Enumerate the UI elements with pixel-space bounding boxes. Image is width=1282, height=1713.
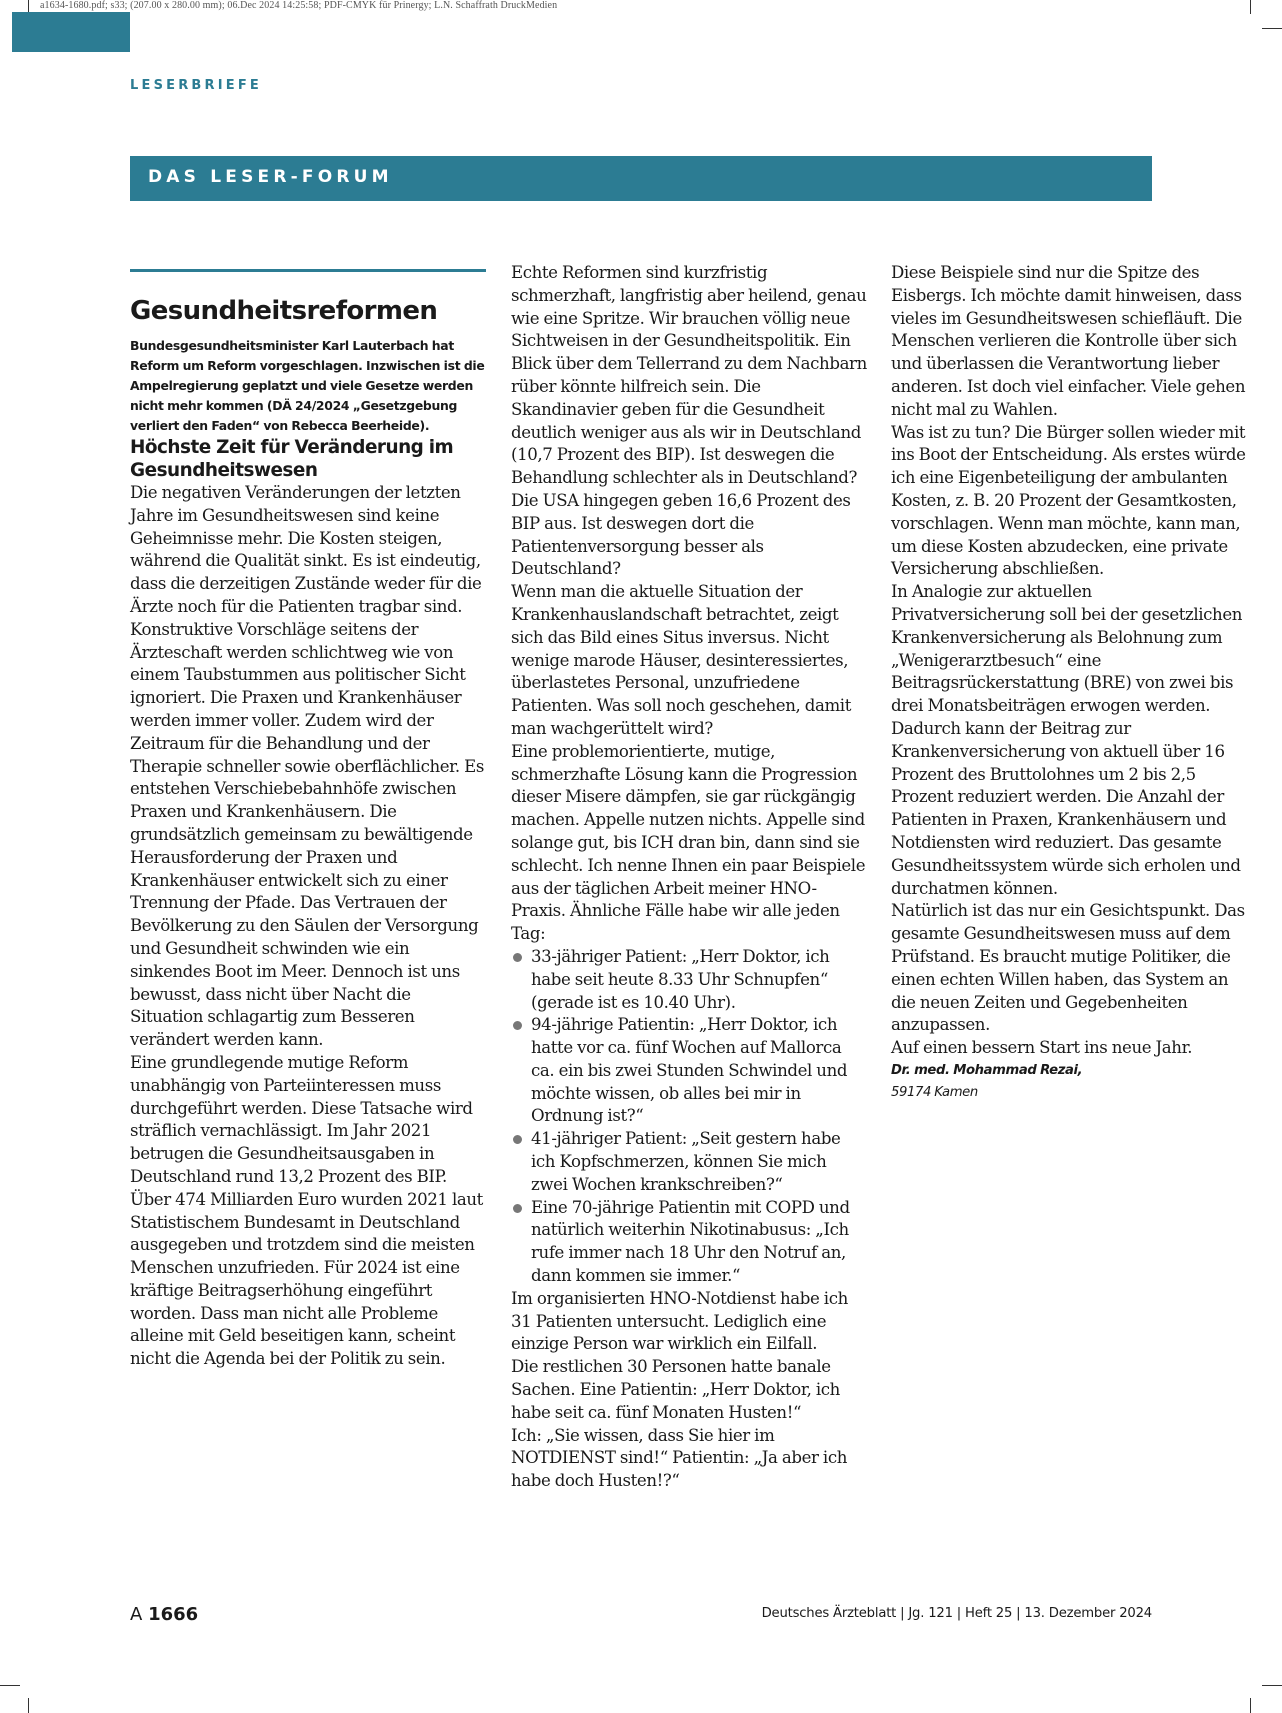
page-number-value: 1666: [148, 1604, 199, 1625]
paragraph: Echte Reformen sind kurzfristig schmerzhaft, langfristig aber heilend, genau wie eine Spritze. Wir brauchen völlig neue Sichtweisen in der Gesundheitspolitik. Ein Blick über dem Tellerrand zu dem Nachbarn rüber könnte hilfreich sein. Die Skandinavier geben für die Gesundheit deutlich weniger aus als wir in Deutschland (10,7 Prozent des BIP). Ist deswegen die Behandlung schlechter als in Deutschland? Die USA hingegen geben 16,6 Prozent des BIP aus. Ist deswegen dort die Patientenversorgung besser als Deutschland?: [511, 263, 867, 579]
title-rule: [130, 269, 486, 272]
page-number: [130, 1604, 198, 1625]
forum-banner: [130, 156, 1152, 201]
list-item-text: 33-jähriger Patient: „Herr Doktor, ich habe seit heute 8.33 Uhr Schnupfen“ (gerade ist es 10.40 Uhr).: [531, 946, 830, 1012]
paragraph: Wenn man die aktuelle Situation der Krankenhauslandschaft betrachtet, zeigt sich das Bild eines Situs inversus. Nicht wenige marode Häuser, desinteressiertes, überlastetes Personal, unzufriedene Patienten. Was soll noch geschehen, damit man wachgerüttelt wird?: [511, 582, 851, 738]
print-slug: a1634-1680.pdf; s33; (207.00 x 280.00 mm); 06.Dec 2024 14:25:58; PDF-CMYK für Prinergy; L.N. Schaffrath DruckMedien: [40, 0, 558, 11]
crop-mark: [28, 1698, 29, 1713]
paragraph: Eine grundlegende mutige Reform unabhängig von Parteiinteressen muss durchgeführt werden. Diese Tatsache wird sträflich vernachlässigt. Im Jahr 2021 betrugen die Gesundheitsausgaben in Deutschland rund 13,2 Prozent des BIP. Über 474 Milliarden Euro wurden 2021 laut Statistischem Bundesamt in Deutschland ausgegeben und trotzdem sind die meisten Menschen unzufrieden. Für 2024 ist eine kräftige Beitragserhöhung eingeführt worden. Dass man nicht alle Probleme alleine mit Geld beseitigen kann, scheint nicht die Agenda bei der Politik zu sein.: [130, 1052, 483, 1369]
bullet-icon: [513, 953, 522, 962]
list-item: [511, 1014, 867, 1128]
list-item: [511, 1197, 867, 1288]
list-item-text: 94-jährige Patientin: „Herr Doktor, ich hatte vor ca. fünf Wochen auf Mallorca ca. ein bis zwei Stunden Schwindel und möchte wissen, ob alles bei mir in Ordnung ist?“: [531, 1015, 848, 1126]
author-place: 59174 Kamen: [891, 1084, 978, 1100]
list-item-text: 41-jähriger Patient: „Seit gestern habe ich Kopfschmerzen, können Sie mich zwei Wochen krankschreiben?“: [531, 1129, 841, 1194]
list-item-text: Eine 70-jährige Patientin mit COPD und natürlich weiterhin Nikotinabusus: „Ich rufe immer nach 18 Uhr den Notruf an, dann kommen sie immer.“: [531, 1197, 850, 1286]
journal-info: Deutsches Ärzteblatt | Jg. 121 | Heft 25 | 13. Dezember 2024: [761, 1606, 1152, 1621]
crop-mark: [0, 1685, 20, 1686]
example-list: [511, 946, 867, 1288]
crop-mark: [1250, 0, 1251, 14]
paragraph: Ich: „Sie wissen, dass Sie hier im NOTDIENST sind!“ Patientin: „Ja aber ich habe doch Husten!?“: [511, 1425, 848, 1491]
crop-mark: [1262, 1685, 1282, 1686]
list-item: [511, 946, 867, 1014]
paragraph: In Analogie zur aktuellen Privatversicherung soll bei der gesetzlichen Krankenversicherung als Belohnung zum „Wenigerarztbesuch“ eine Beitragsrückerstattung (BRE) von zwei bis drei Monatsbeiträgen erwogen werden. Dadurch kann der Beitrag zur Krankenversicherung von aktuell über 16 Prozent des Bruttolohnes um 2 bis 2,5 Prozent reduziert werden. Die Anzahl der Patienten in Praxen, Krankenhäusern und Notdiensten wird reduziert. Das gesamte Gesundheitssystem würde sich erholen und durchatmen können.: [891, 582, 1243, 898]
corner-color-block: [12, 12, 130, 52]
paragraph: Im organisierten HNO-Notdienst habe ich 31 Patienten untersucht. Lediglich eine einzige Person war wirklich ein Eilfall.: [511, 1288, 848, 1354]
column-2: [511, 262, 867, 1493]
letter-title: Höchste Zeit für Veränderung im Gesundheitswesen: [130, 437, 454, 481]
list-item: [511, 1128, 867, 1196]
paragraph: Was ist zu tun? Die Bürger sollen wieder mit ins Boot der Entscheidung. Als erstes würde ich eine Eigenbeteiligung der ambulanten Kosten, z. B. 20 Prozent der Gesamtkosten, vorschlagen. Wenn man möchte, kann man, um diese Kosten abzudecken, eine private Versicherung abschließen.: [891, 422, 1246, 579]
bullet-icon: [513, 1021, 522, 1030]
section-label: LESERBRIEFE: [130, 78, 263, 93]
article-lead: Bundesgesundheitsminister Karl Lauterbach hat Reform um Reform vorgeschlagen. Inzwischen ist die Ampelregierung geplatzt und viele Gesetze werden nicht mehr kommen (DÄ 24/2024 „Gesetzgebung verliert den Faden“ von Rebecca Beerheide).: [130, 338, 485, 433]
paragraph: Auf einen bessern Start ins neue Jahr.: [891, 1038, 1193, 1058]
page-prefix: A: [130, 1604, 143, 1625]
bullet-icon: [513, 1135, 522, 1144]
author-name: Dr. med. Mohammad Rezai,: [891, 1062, 1083, 1078]
crop-mark: [1250, 1698, 1251, 1713]
article-title: Gesundheitsreformen: [130, 296, 438, 326]
column-3: [891, 262, 1247, 1104]
paragraph: Diese Beispiele sind nur die Spitze des Eisbergs. Ich möchte damit hinweisen, dass vieles im Gesundheitswesen schiefläuft. Die Menschen verlieren die Kontrolle über sich und überlassen die Verantwortung lieber anderen. Ist doch viel einfacher. Viele gehen nicht mal zu Wahlen.: [891, 263, 1246, 419]
column-1: [130, 269, 486, 1371]
bullet-icon: [513, 1204, 522, 1213]
crop-mark: [1262, 28, 1282, 29]
banner-title: DAS LESER-FORUM: [148, 167, 393, 187]
paragraph: Eine problemorientierte, mutige, schmerzhafte Lösung kann die Progression dieser Misere dämpfen, sie gar rückgängig machen. Appelle nutzen nichts. Appelle sind solange gut, bis ICH dran bin, dann sind sie schlecht. Ich nenne Ihnen ein paar Beispiele aus der täglichen Arbeit meiner HNO-Praxis. Ähnliche Fälle habe wir alle jeden Tag:: [511, 741, 866, 944]
paragraph: Natürlich ist das nur ein Gesichtspunkt. Das gesamte Gesundheitswesen muss auf dem Prüfstand. Es braucht mutige Politiker, die einen echten Willen haben, das System an die neuen Zeiten und Gegebenheiten anzupassen.: [891, 901, 1245, 1035]
paragraph: Die restlichen 30 Personen hatte banale Sachen. Eine Patientin: „Herr Doktor, ich habe seit ca. fünf Monaten Husten!“: [511, 1357, 840, 1422]
paragraph: Die negativen Veränderungen der letzten Jahre im Gesundheitswesen sind keine Geheimnisse mehr. Die Kosten steigen, während die Qualität sinkt. Es ist eindeutig, dass die derzeitigen Zustände weder für die Ärzte noch für die Patienten tragbar sind. Konstruktive Vorschläge seitens der Ärzteschaft werden schlichtweg wie von einem Taubstummen aus politischer Sicht ignoriert. Die Praxen und Krankenhäuser werden immer voller. Zudem wird der Zeitraum für die Behandlung und der Therapie schneller sowie oberflächlicher. Es entstehen Verschiebebahnhöfe zwischen Praxen und Krankenhäusern. Die grundsätzlich gemeinsam zu bewältigende Herausforderung der Praxen und Krankenhäuser entwickelt sich zu einer Trennung der Pfade. Das Vertrauen der Bevölkerung zu den Säulen der Versorgung und Gesundheit schwinden wie ein sinkendes Boot im Meer. Dennoch ist uns bewusst, dass nicht über Nacht die Situation schlagartig zum Besseren verändert werden kann.: [130, 483, 484, 1050]
